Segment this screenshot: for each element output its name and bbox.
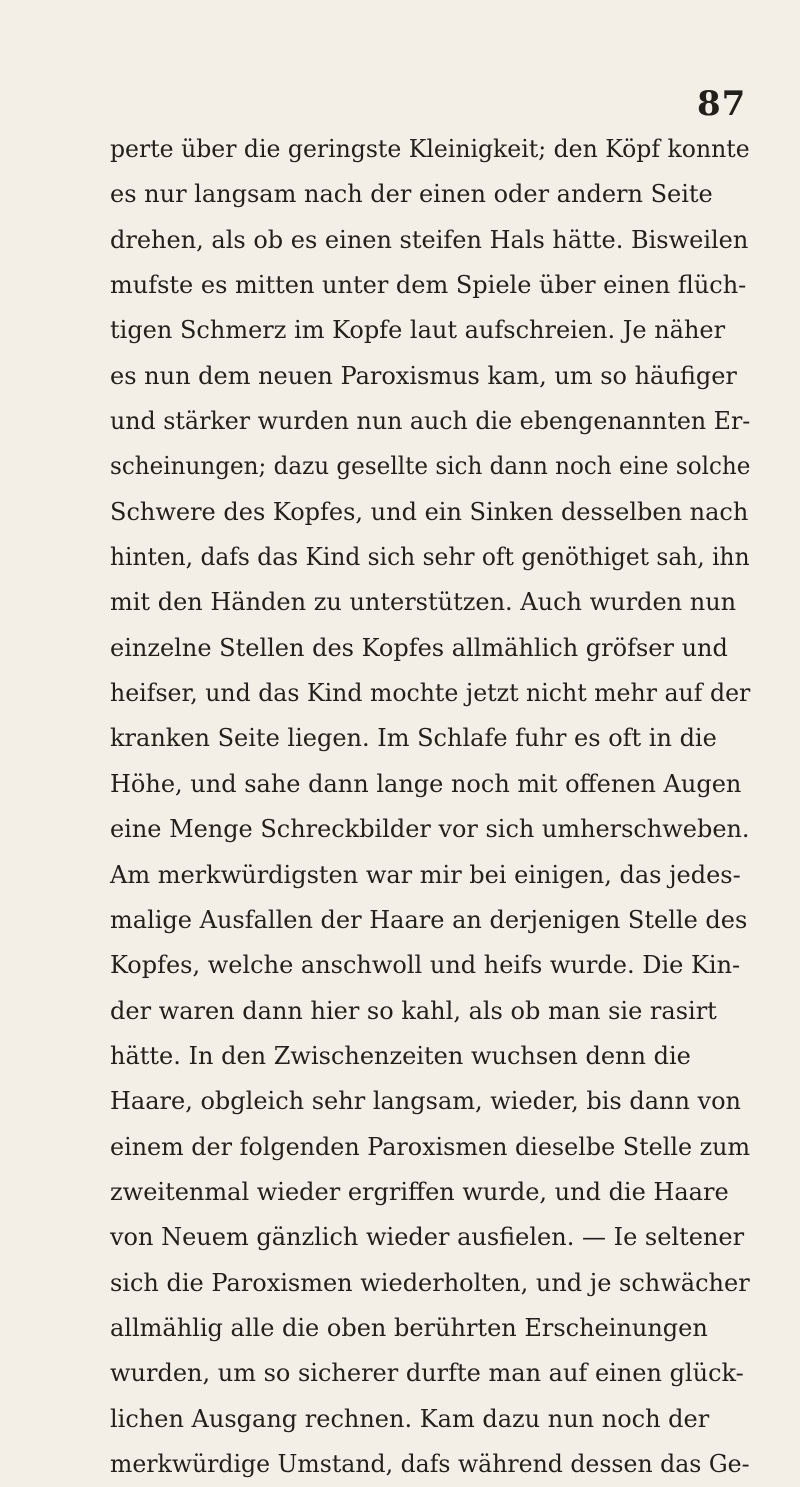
text-line: merkwürdige Umstand, dafs während dessen das Ge-: [110, 1449, 750, 1478]
text-line: eine Menge Schreckbilder vor sich umherschweben.: [110, 815, 750, 844]
text-line: wurden, um so sicherer durfte man auf einen glück-: [110, 1359, 744, 1388]
text-line: hätte. In den Zwischenzeiten wuchsen denn die: [110, 1041, 691, 1070]
text-line: mit den Händen zu unterstützen. Auch wurden nun: [110, 588, 737, 617]
text-line: Schwere des Kopfes, und ein Sinken desselben nach: [110, 497, 749, 526]
text-line: heifser, und das Kind mochte jetzt nicht mehr auf der: [110, 679, 751, 708]
body-text: [110, 127, 750, 1487]
text-line: tigen Schmerz im Kopfe laut aufschreien. Je näher: [110, 316, 726, 345]
text-line: hinten, dafs das Kind sich sehr oft genöthiget sah, ihn: [110, 543, 750, 572]
text-line: und stärker wurden nun auch die ebengenannten Er-: [110, 407, 751, 436]
text-line: lichen Ausgang rechnen. Kam dazu nun noch der: [110, 1404, 710, 1433]
text-line: Am merkwürdigsten war mir bei einigen, das jedes-: [110, 860, 741, 889]
text-line: perte über die geringste Kleinigkeit; den Köpf konnte: [110, 135, 750, 163]
text-line: malige Ausfallen der Haare an derjenigen Stelle des: [110, 905, 748, 934]
text-line: Kopfes, welche anschwoll und heifs wurde. Die Kin-: [110, 951, 741, 980]
text-line: mufste es mitten unter dem Spiele über einen flüch-: [110, 271, 747, 300]
text-line: zweitenmal wieder ergriffen wurde, und die Haare: [110, 1177, 729, 1206]
text-line: Höhe, und sahe dann lange noch mit offenen Augen: [110, 769, 742, 798]
text-line: es nur langsam nach der einen oder andern Seite: [110, 180, 713, 209]
text-line: scheinungen; dazu gesellte sich dann noch eine solche: [110, 452, 751, 481]
text-line: der waren dann hier so kahl, als ob man sie rasirt: [110, 996, 717, 1025]
page-number: 87: [697, 84, 747, 124]
text-line: einem der folgenden Paroxismen dieselbe Stelle zum: [110, 1132, 751, 1161]
text-line: drehen, als ob es einen steifen Hals hätte. Bisweilen: [110, 225, 749, 254]
text-line: von Neuem gänzlich wieder ausfielen. — Ie seltener: [110, 1223, 745, 1252]
text-line: es nun dem neuen Paroxismus kam, um so häufiger: [110, 361, 737, 390]
text-line: einzelne Stellen des Kopfes allmählich gröfser und: [110, 633, 728, 662]
text-line: Haare, obgleich sehr langsam, wieder, bis dann von: [110, 1087, 742, 1116]
text-line: sich die Paroxismen wiederholten, und je schwächer: [110, 1268, 750, 1297]
text-line: kranken Seite liegen. Im Schlafe fuhr es oft in die: [110, 724, 717, 753]
text-line: allmählig alle die oben berührten Erscheinungen: [110, 1313, 708, 1342]
